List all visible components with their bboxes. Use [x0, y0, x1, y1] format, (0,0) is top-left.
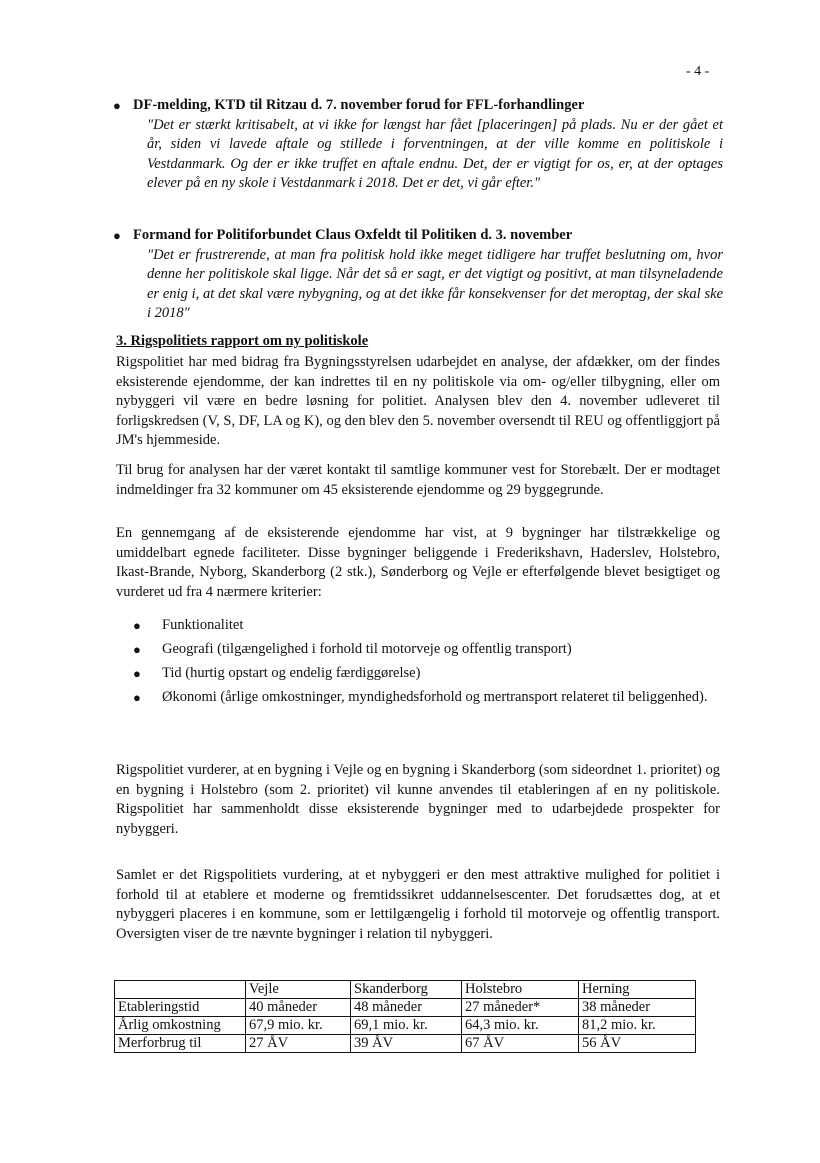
- table-cell: 67,9 mio. kr.: [246, 1017, 351, 1035]
- quote-heading: Formand for Politiforbundet Claus Oxfeldt til Politiken d. 3. november: [133, 227, 573, 243]
- paragraph: En gennemgang af de eksisterende ejendomme har vist, at 9 bygninger har tilstrækkelige og umiddelbart egnede faciliteter. Disse bygninger beliggende i Frederikshavn, Haderslev, Holstebro, Ikast-Brande, Nyborg, Skanderborg (2 stk.), Sønderborg og Vejle er efterfølgende blevet besigtiget og vurderet ud fra 4 nærmere kriterier:: [116, 525, 720, 600]
- table-cell: Merforbrug til: [115, 1035, 246, 1053]
- quote-heading: DF-melding, KTD til Ritzau d. 7. november forud for FFL-forhandlinger: [133, 97, 585, 113]
- quote-text: "Det er stærkt kritisabelt, at vi ikke for længst har fået [placeringen] på plads. Nu er der gået et år, siden vi lavede aftale og stillede i forventningen, at der ville komme en politiskole i Vestdanmark. Og der er ikke truffet en aftale endnu. Det, der er vigtigt for os, er, at der optages elever på en ny skole i Vestdanmark i 2018. Det er det, vi går efter.": [147, 116, 723, 191]
- table-cell: 69,1 mio. kr.: [351, 1017, 462, 1035]
- section-title: 3. Rigspolitiets rapport om ny politiskole: [116, 333, 369, 349]
- table-cell: 39 ÅV: [351, 1035, 462, 1053]
- page-number: - 4 -: [686, 64, 710, 79]
- comparison-table: [114, 980, 696, 1053]
- table-row: [115, 1035, 696, 1053]
- criterion-text: Tid (hurtig opstart og endelig færdiggørelse): [162, 665, 421, 681]
- list-item: [116, 664, 720, 684]
- list-item: [116, 688, 720, 708]
- table-cell: Skanderborg: [351, 981, 462, 999]
- table-cell: 38 måneder: [579, 999, 696, 1017]
- table-row: [115, 1017, 696, 1035]
- table-cell: [115, 981, 246, 999]
- list-item: [116, 616, 720, 636]
- paragraph: Til brug for analysen har der været kontakt til samtlige kommuner vest for Storebælt. Der er modtaget indmeldinger fra 32 kommuner om 45 eksisterende ejendomme og 29 byggegrunde.: [116, 462, 720, 498]
- paragraph: Rigspolitiet vurderer, at en bygning i Vejle og en bygning i Skanderborg (som sideordnet 1. prioritet) og en bygning i Holstebro (som 2. prioritet) vil kunne anvendes til etableringen af en ny politiskole. Rigspolitiet har sammenholdt disse eksisterende bygninger med to udarbejdede prospekter for nybyggeri.: [116, 762, 720, 837]
- table-row: [115, 999, 696, 1017]
- criterion-text: Funktionalitet: [162, 617, 244, 633]
- table-cell: Etableringstid: [115, 999, 246, 1017]
- table-cell: 27 måneder*: [462, 999, 579, 1017]
- table-cell: 56 ÅV: [579, 1035, 696, 1053]
- quote-item: [113, 226, 723, 324]
- table-header-row: [115, 981, 696, 999]
- bullet-icon: ●: [133, 666, 141, 681]
- table-cell: Årlig omkostning: [115, 1017, 246, 1035]
- bullet-icon: ●: [133, 642, 141, 657]
- table-cell: Herning: [579, 981, 696, 999]
- bullet-icon: ●: [113, 228, 121, 243]
- criterion-text: Geografi (tilgængelighed i forhold til motorveje og offentlig transport): [162, 641, 572, 657]
- table-cell: 27 ÅV: [246, 1035, 351, 1053]
- quote-item: [113, 96, 723, 194]
- table-cell: 81,2 mio. kr.: [579, 1017, 696, 1035]
- list-item: [116, 640, 720, 660]
- table-cell: 67 ÅV: [462, 1035, 579, 1053]
- bullet-icon: ●: [133, 618, 141, 633]
- table-cell: 48 måneder: [351, 999, 462, 1017]
- paragraph: Samlet er det Rigspolitiets vurdering, at et nybyggeri er den mest attraktive mulighed for politiet i forhold til at etablere et moderne og fremtidssikret uddannelsescenter. Det forudsættes dog, at et nybyggeri placeres i en kommune, som er lettilgængelig i forhold til motorveje og offentlig transport. Oversigten viser de tre nævnte bygninger i relation til nybyggeri.: [116, 867, 720, 942]
- criteria-list: [116, 616, 720, 712]
- table-cell: Vejle: [246, 981, 351, 999]
- bullet-icon: ●: [133, 690, 141, 705]
- bullet-icon: ●: [113, 98, 121, 113]
- criterion-text: Økonomi (årlige omkostninger, myndighedsforhold og mertransport relateret til beliggenhed).: [162, 689, 708, 705]
- table-cell: 64,3 mio. kr.: [462, 1017, 579, 1035]
- paragraph: Rigspolitiet har med bidrag fra Bygningsstyrelsen udarbejdet en analyse, der afdækker, om der findes eksisterende ejendomme, der kan indrettes til en ny politiskole via om- og/eller tilbygning, eller om nybyggeri vil være en bedre løsning for politiet. Analysen blev den 4. november udleveret til forligskredsen (V, S, DF, LA og K), og den blev den 5. november oversendt til REU og offentliggjort på JM's hjemmeside.: [116, 354, 720, 448]
- quote-text: "Det er frustrerende, at man fra politisk hold ikke meget tidligere har truffet beslutning om, hvor denne her politiskole skal ligge. Når det så er sagt, er det vigtigt og positivt, at man tilsyneladende er enig i, at det skal være nybygning, og at det ikke får konsekvenser for det meroptag, der skal ske i 2018": [147, 246, 723, 321]
- table-cell: Holstebro: [462, 981, 579, 999]
- table-cell: 40 måneder: [246, 999, 351, 1017]
